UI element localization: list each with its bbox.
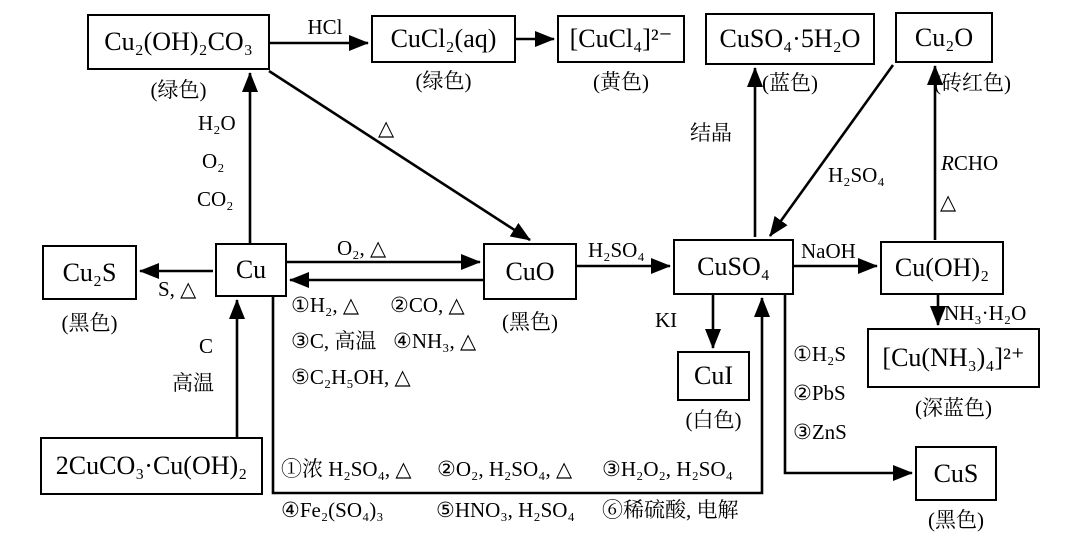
note-ammine-color: (深蓝色) [915, 396, 992, 420]
note-cuo-color: (黑色) [502, 310, 558, 334]
node-cu-ammine: [Cu(NH₃)₄]²⁺ [867, 328, 1040, 388]
label-rcho [941, 151, 998, 175]
label-delta-rcho: △ [940, 190, 957, 214]
node-cu2s: Cu₂S [42, 245, 137, 300]
label-crystallize: 结晶 [690, 121, 732, 145]
label-rcho-r: R [941, 151, 954, 175]
label-nh3h2o: NH₃·H₂O [944, 301, 1027, 325]
label-o2-delta: O₂, △ [337, 236, 387, 260]
label-o2: O₂ [202, 149, 225, 173]
arrow-carbonate-to-cuo [269, 71, 530, 240]
node-cucl4: [CuCl₄]²⁻ [557, 15, 685, 63]
label-high-temp: 高温 [172, 371, 214, 395]
label-naoh: NaOH [801, 239, 856, 263]
note-cui-color: (白色) [685, 408, 742, 432]
note-cus-color: (黑色) [928, 508, 984, 532]
node-cuso4-5h2o: CuSO₄·5H₂O [705, 13, 875, 65]
label-ki: KI [655, 308, 678, 332]
label-h2so4-cu2o: H₂SO₄ [828, 163, 885, 187]
label-cu-to-cuso4-5: ⑤HNO₃, H₂SO₄ [436, 498, 575, 522]
node-cui: CuI [677, 351, 750, 401]
node-basic-copper-carbonate: Cu₂(OH)₂CO₃ [87, 14, 270, 70]
label-cuo-to-cu-5: ⑤C₂H₅OH, △ [291, 365, 411, 389]
label-co2: CO₂ [197, 187, 234, 211]
node-malachite: 2CuCO₃·Cu(OH)₂ [40, 437, 263, 495]
label-cu-to-cuso4-4: ④Fe₂(SO₄)₃ [281, 498, 384, 522]
label-h2so4-cuo: H₂SO₄ [588, 238, 645, 262]
note-cucl2-color: (绿色) [415, 69, 472, 93]
note-cuso4-5h2o-color: (蓝色) [762, 71, 818, 95]
node-cuoh2: Cu(OH)₂ [880, 241, 1004, 295]
node-cucl2aq: CuCl₂(aq) [371, 15, 516, 63]
label-cu-to-cuso4-1: ①浓 H₂SO₄, △ [281, 457, 412, 481]
label-h2o: H₂O [198, 111, 236, 135]
label-cu-to-cuso4-2: ②O₂, H₂SO₄, △ [437, 457, 573, 481]
label-cuo-to-cu-3: ③C, 高温 [291, 329, 377, 353]
label-sulfide-h2s: ①H₂S [793, 342, 846, 366]
node-cus: CuS [915, 446, 997, 501]
label-carbon: C [199, 334, 214, 358]
note-cu2s-color: (黑色) [61, 311, 118, 335]
node-cuso4: CuSO₄ [673, 239, 794, 295]
note-cu2o-color: (砖红色) [934, 71, 1011, 95]
label-sulfide-pbs: ②PbS [793, 381, 846, 405]
label-hcl: HCl [307, 15, 343, 39]
note-cucl4-color: (黄色) [593, 70, 649, 94]
label-cuo-to-cu-1: ①H₂, △ [291, 293, 359, 317]
label-delta-to-cuo: △ [378, 116, 395, 140]
node-cuo: CuO [483, 243, 577, 300]
label-s-delta: S, △ [158, 277, 197, 301]
node-cu2o: Cu₂O [895, 12, 993, 63]
label-cu-to-cuso4-6: ⑥稀硫酸, 电解 [602, 498, 739, 522]
label-cu-to-cuso4-3: ③H₂O₂, H₂SO₄ [602, 457, 733, 481]
label-rcho-cho: CHO [953, 151, 999, 175]
node-cu: Cu [215, 243, 287, 297]
note-basic-carbonate-color: (绿色) [150, 78, 207, 102]
label-cuo-to-cu-2: ②CO, △ [390, 293, 465, 317]
label-cuo-to-cu-4: ④NH₃, △ [393, 329, 477, 353]
label-sulfide-zns: ③ZnS [793, 420, 847, 444]
